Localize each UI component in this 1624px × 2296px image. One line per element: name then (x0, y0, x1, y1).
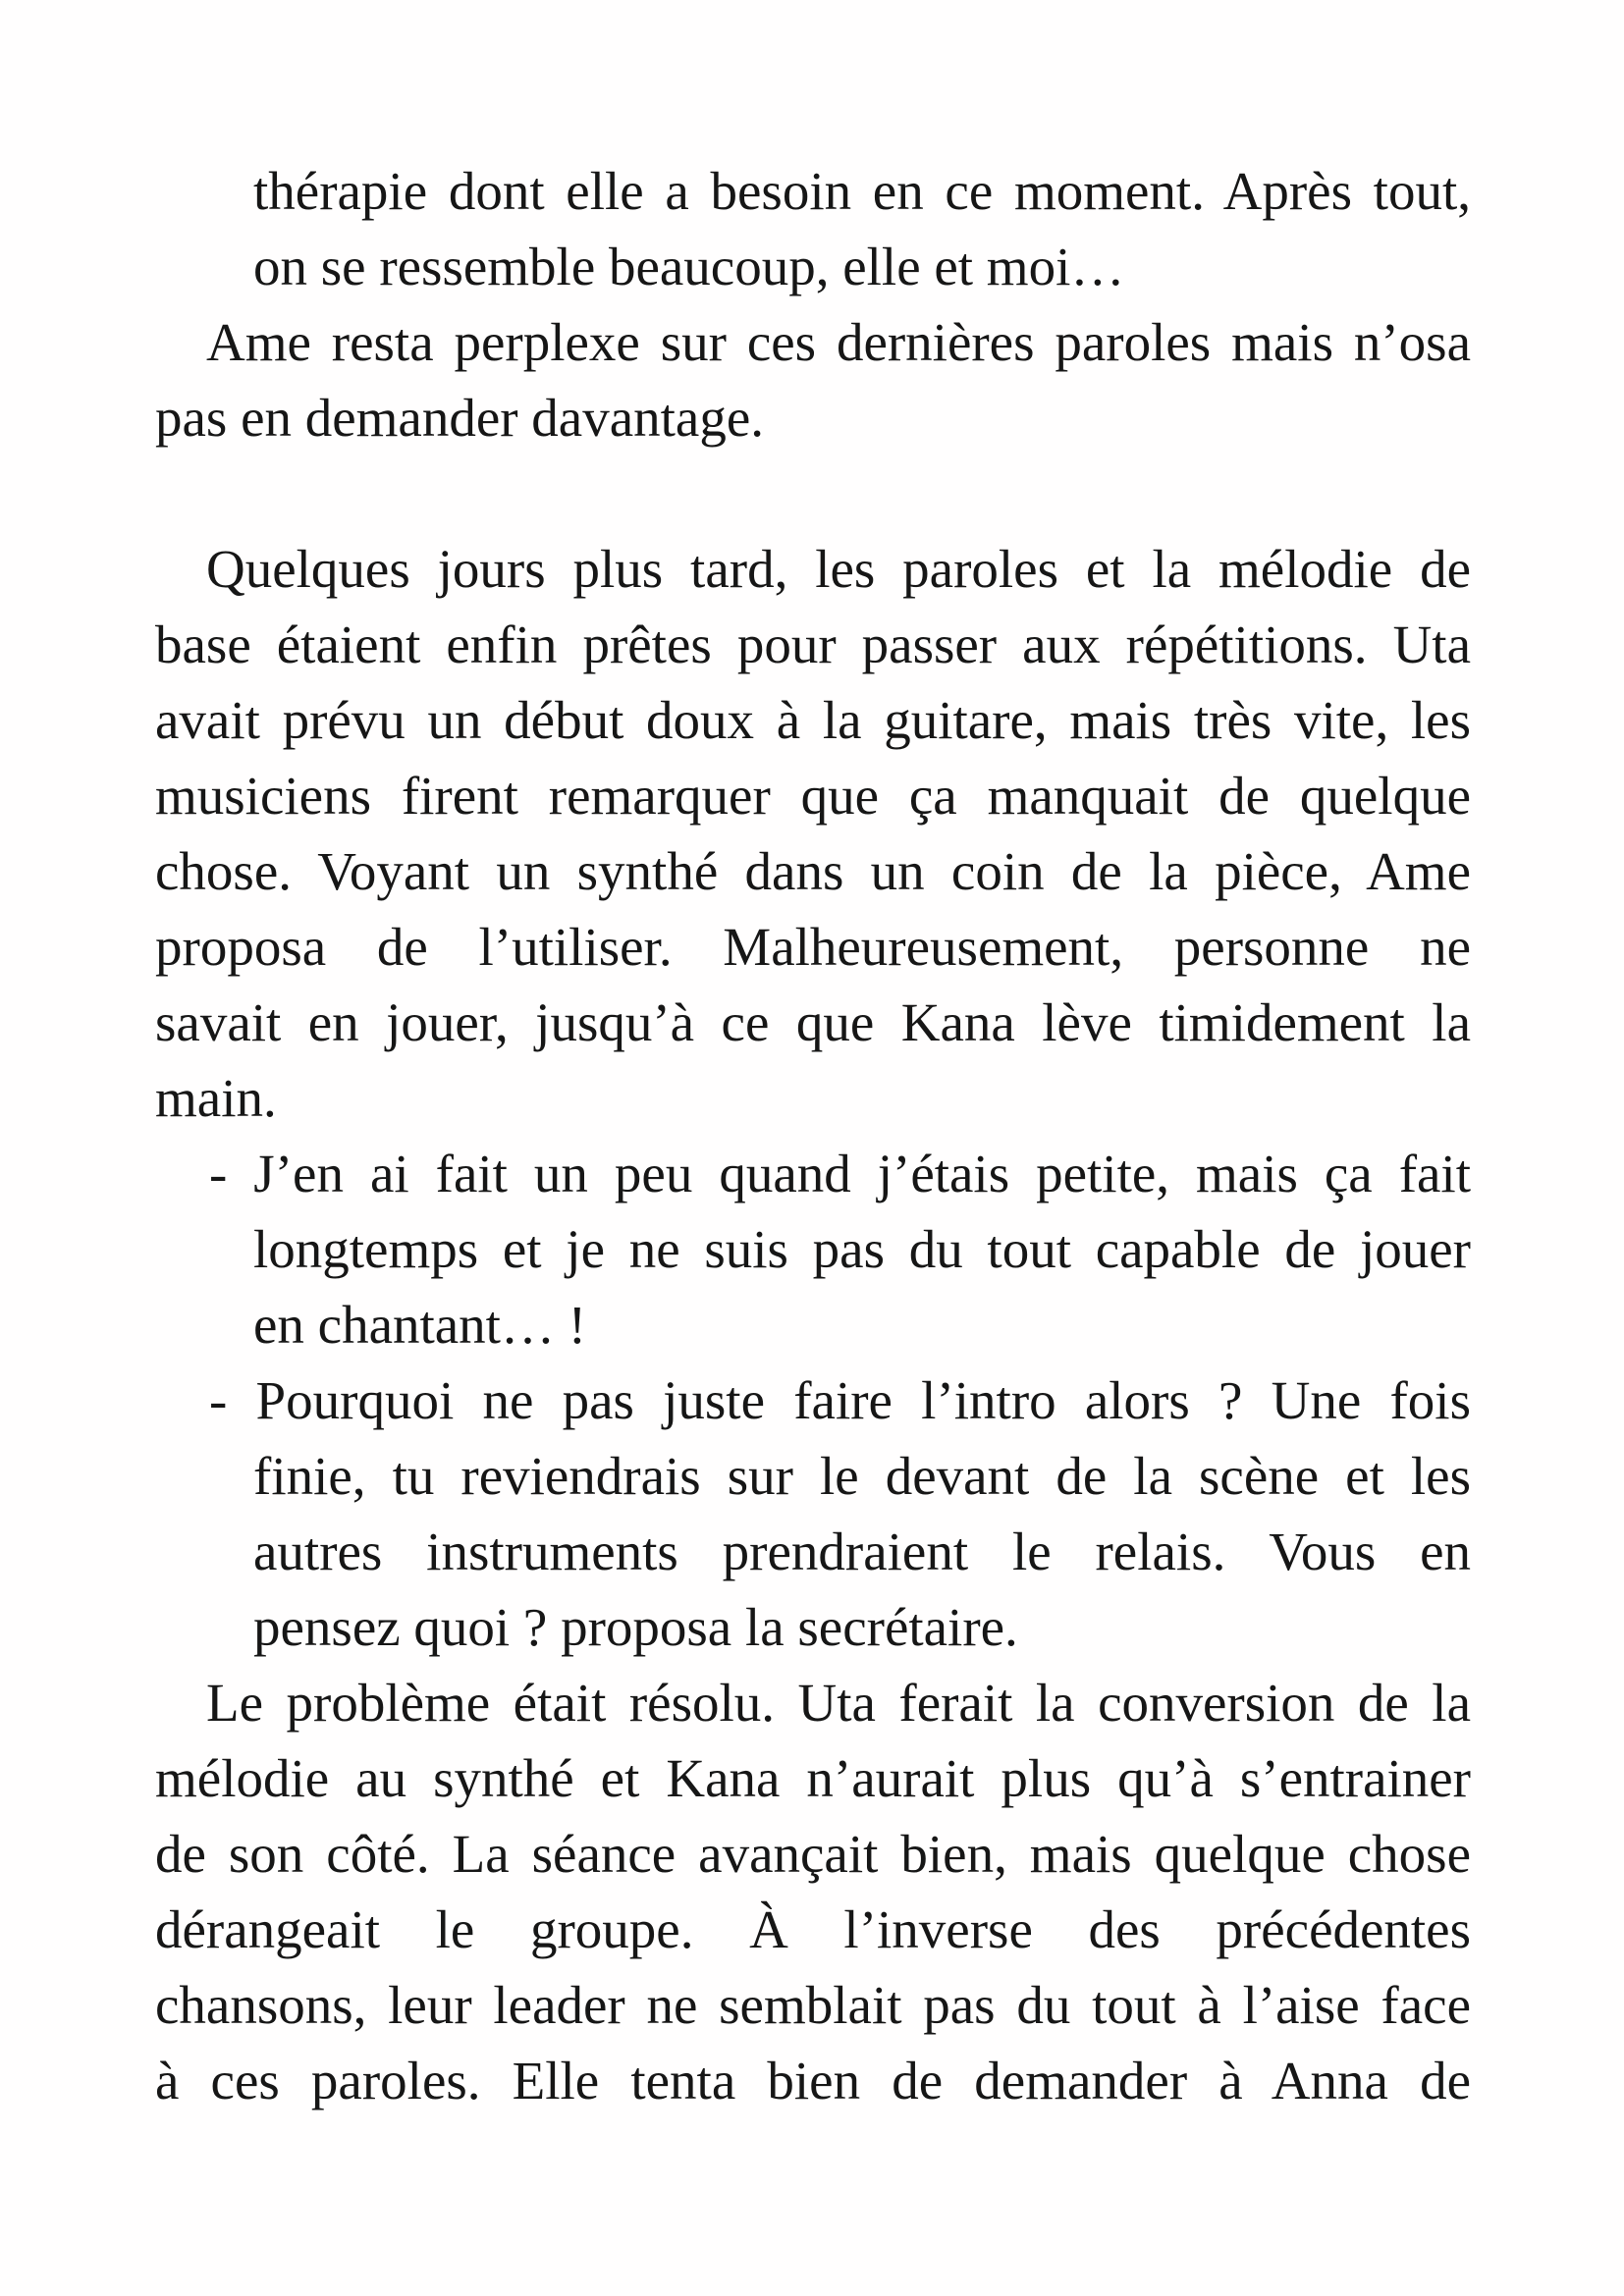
text-line: à ces paroles. Elle tenta bien de demander à Anna de (155, 2051, 1471, 2110)
dialogue-item (155, 1136, 1471, 1362)
text-line: avait prévu un début doux à la guitare, mais très vite, les (155, 690, 1471, 750)
paragraph (155, 304, 1471, 455)
text-line: musiciens firent remarquer que ça manquait de quelque (155, 766, 1471, 826)
text-line: main. (155, 1068, 277, 1128)
text-line: base étaient enfin prêtes pour passer aux répétitions. Uta (155, 614, 1471, 674)
text-line: Ame resta perplexe sur ces dernières paroles mais n’osa (206, 312, 1471, 372)
text-line: chose. Voyant un synthé dans un coin de la pièce, Ame (155, 841, 1471, 901)
paragraph (155, 153, 1471, 304)
paragraph (155, 531, 1471, 1136)
text-line: longtemps et je ne suis pas du tout capable de jouer (253, 1219, 1471, 1279)
text-line: savait en jouer, jusqu’à ce que Kana lève timidement la (155, 992, 1471, 1052)
text-line: Le problème était résolu. Uta ferait la conversion de la (206, 1673, 1471, 1733)
text-line: dérangeait le groupe. À l’inverse des précédentes (155, 1899, 1471, 1959)
text-line: autres instruments prendraient le relais. Vous en (253, 1522, 1471, 1581)
text-line: - Pourquoi ne pas juste faire l’intro alors ? Une fois (209, 1370, 1471, 1430)
text-line: Quelques jours plus tard, les paroles et la mélodie de (206, 539, 1471, 599)
text-line: pensez quoi ? proposa la secrétaire. (253, 1597, 1018, 1657)
text-line: proposa de l’utiliser. Malheureusement, personne ne (155, 917, 1471, 977)
text-line: thérapie dont elle a besoin en ce moment. Après tout, (253, 161, 1471, 221)
text-line: de son côté. La séance avançait bien, mais quelque chose (155, 1824, 1471, 1884)
text-line: - J’en ai fait un peu quand j’étais petite, mais ça fait (209, 1144, 1471, 1203)
text-line: finie, tu reviendrais sur le devant de la scène et les (253, 1446, 1471, 1506)
text-line: on se ressemble beaucoup, elle et moi… (253, 237, 1125, 296)
paragraph (155, 1665, 1471, 2118)
text-block (155, 153, 1471, 2118)
text-line: chansons, leur leader ne semblait pas du tout à l’aise face (155, 1975, 1471, 2035)
dialogue-item (155, 1362, 1471, 1665)
text-line: en chantant… ! (253, 1295, 587, 1355)
text-line: pas en demander davantage. (155, 388, 764, 448)
text-line: mélodie au synthé et Kana n’aurait plus qu’à s’entrainer (155, 1748, 1471, 1808)
